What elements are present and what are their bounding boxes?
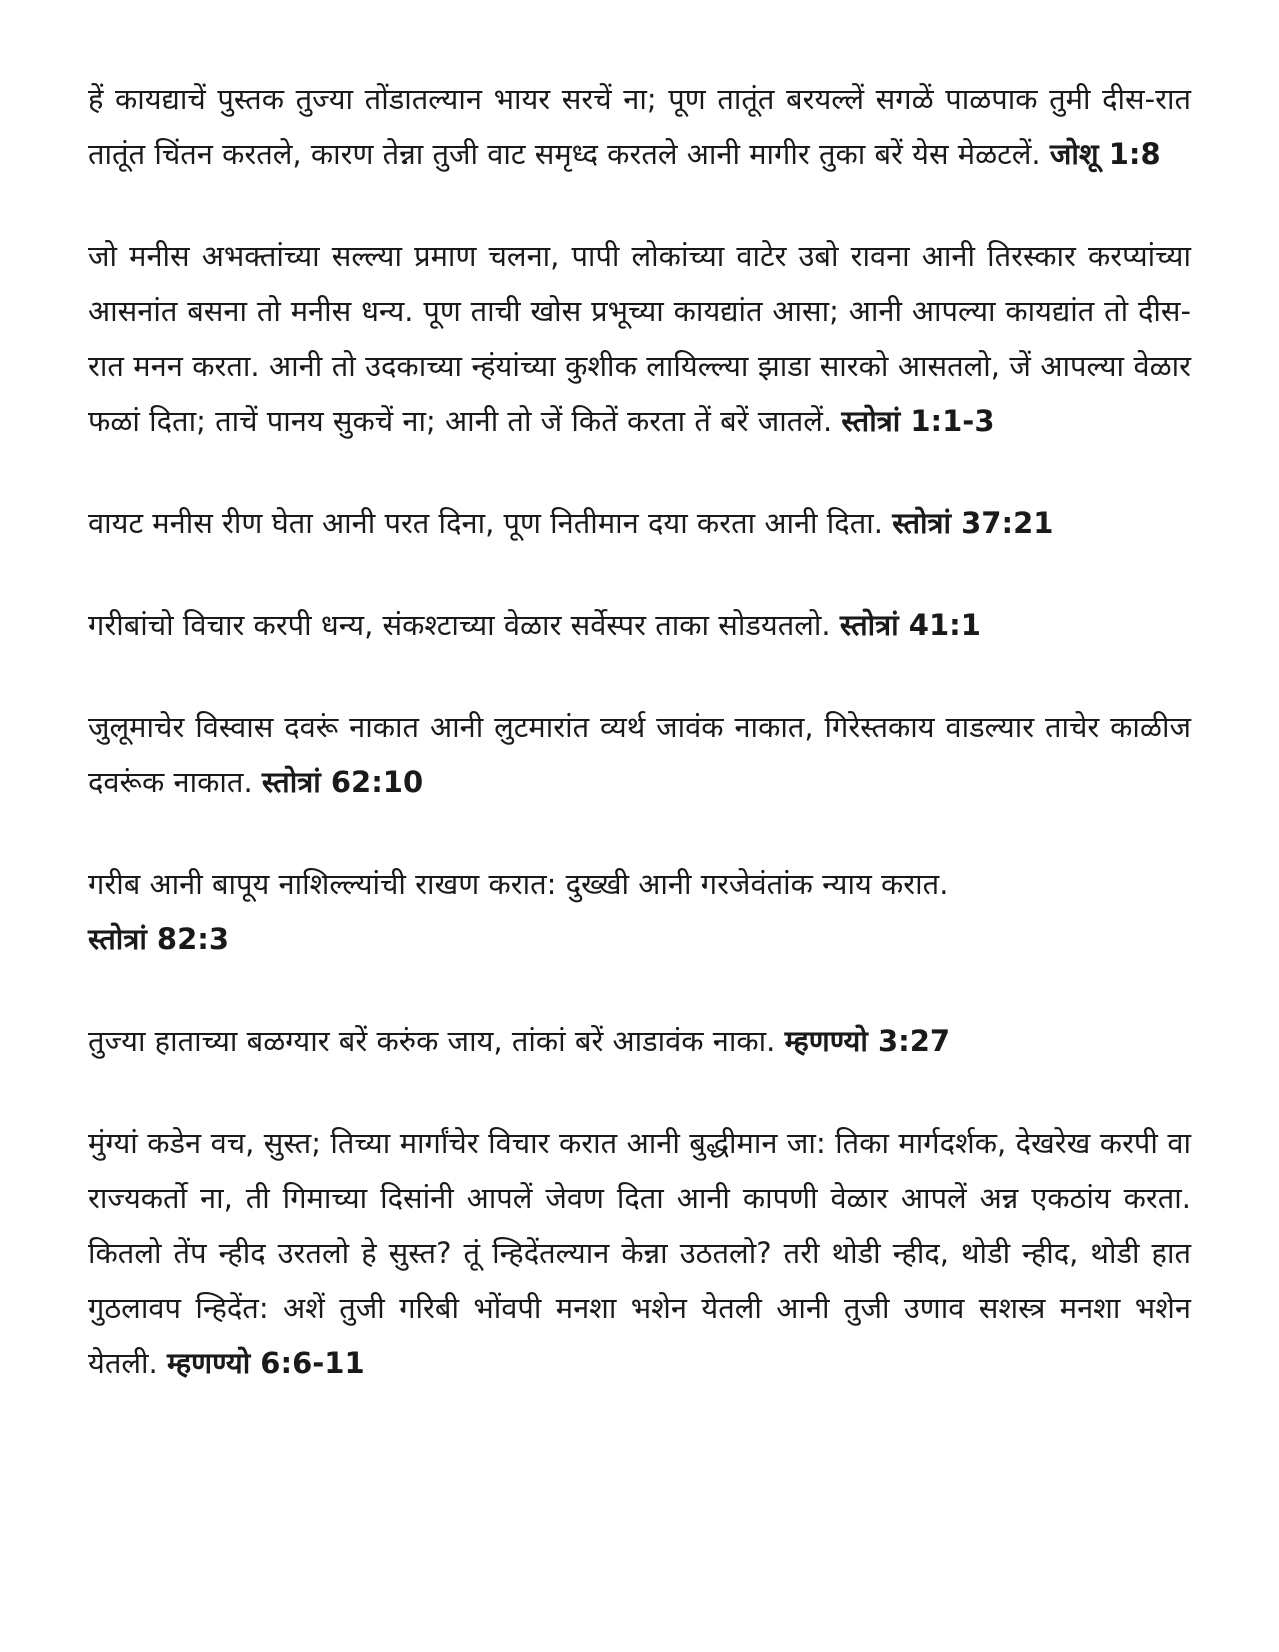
verse-paragraph — [88, 1014, 1191, 1069]
verse-paragraph — [88, 496, 1191, 551]
verse-paragraph — [88, 700, 1191, 810]
verse-paragraph — [88, 229, 1191, 449]
verse-reference: स्तोत्रां 62:10 — [261, 765, 424, 799]
verse-text: गरीबांचो विचार करपी धन्य, संकश्टाच्या वेळार सर्वेस्पर ताका सोडयतलो. — [88, 608, 831, 642]
document-page — [88, 72, 1191, 1391]
verse-reference: स्तोत्रां 41:1 — [839, 608, 981, 642]
verse-paragraph — [88, 598, 1191, 653]
verse-reference: स्तोत्रां 37:21 — [892, 506, 1054, 540]
verse-text: जो मनीस अभक्तांच्या सल्ल्या प्रमाण चलना, पापी लोकांच्या वाटेर उबो रावना आनी तिरस्कार करप्यांच्या आसनांत बसना तो मनीस धन्य. पूण ताची खोस प्रभूच्या कायद्यांत आसा; आनी आपल्या कायद्यांत तो दीस-रात मनन करता. आनी तो उदकाच्या न्हंयांच्या कुशीक लायिल्ल्या झाडा सारको आसतलो, जें आपल्या वेळार फळां दिता; ताचें पानय सुकचें ना; आनी तो जें कितें करता तें बरें जातलें. — [88, 239, 1191, 438]
verse-paragraph — [88, 857, 1191, 967]
verse-reference: जोशू 1:8 — [1049, 137, 1161, 171]
verse-reference: म्हणण्यो 6:6-11 — [166, 1346, 365, 1380]
verse-reference: म्हणण्यो 3:27 — [784, 1024, 951, 1058]
verse-reference: स्तोत्रां 82:3 — [88, 922, 230, 956]
verse-reference: स्तोत्रां 1:1-3 — [841, 404, 995, 438]
verse-text: तुज्या हाताच्या बळग्यार बरें करुंक जाय, तांकां बरें आडावंक नाका. — [88, 1024, 776, 1058]
verse-text: गरीब आनी बापूय नाशिल्ल्यांची राखण करात: दुख्खी आनी गरजेवंतांक न्याय करात. — [88, 867, 949, 901]
verse-text: जुलूमाचेर विस्वास दवरूं नाकात आनी लुटमारांत व्यर्थ जावंक नाकात, गिरेस्तकाय वाडल्यार ताचेर काळीज दवरूंक नाकात. — [88, 710, 1191, 799]
verse-paragraph — [88, 1116, 1191, 1391]
verse-text: हें कायद्याचें पुस्तक तुज्या तोंडातल्यान भायर सरचें ना; पूण तातूंत बरयल्लें सगळें पाळपाक तुमी दीस-रात तातूंत चिंतन करतले, कारण तेन्ना तुजी वाट समृध्द करतले आनी मागीर तुका बरें येस मेळटलें. — [88, 82, 1191, 171]
verse-text: मुंग्यां कडेन वच, सुस्त; तिच्या मार्गांचेर विचार करात आनी बुद्धीमान जा: तिका मार्गदर्शक, देखरेख करपी वा राज्यकर्तो ना, ती गिमाच्या दिसांनी आपलें जेवण दिता आनी कापणी वेळार आपलें अन्न एकठांय करता. कितलो तेंप न्हीद उरतलो हे सुस्त? तूं न्हिदेंतल्यान केन्ना उठतलो? तरी थोडी न्हीद, थोडी न्हीद, थोडी हात गुठलावप न्हिदेंत: अशें तुजी गरिबी भोंवपी मनशा भशेन येतली आनी तुजी उणाव सशस्त्र मनशा भशेन येतली. — [88, 1126, 1191, 1380]
verse-paragraph — [88, 72, 1191, 182]
verse-text: वायट मनीस रीण घेता आनी परत दिना, पूण नितीमान दया करता आनी दिता. — [88, 506, 883, 540]
